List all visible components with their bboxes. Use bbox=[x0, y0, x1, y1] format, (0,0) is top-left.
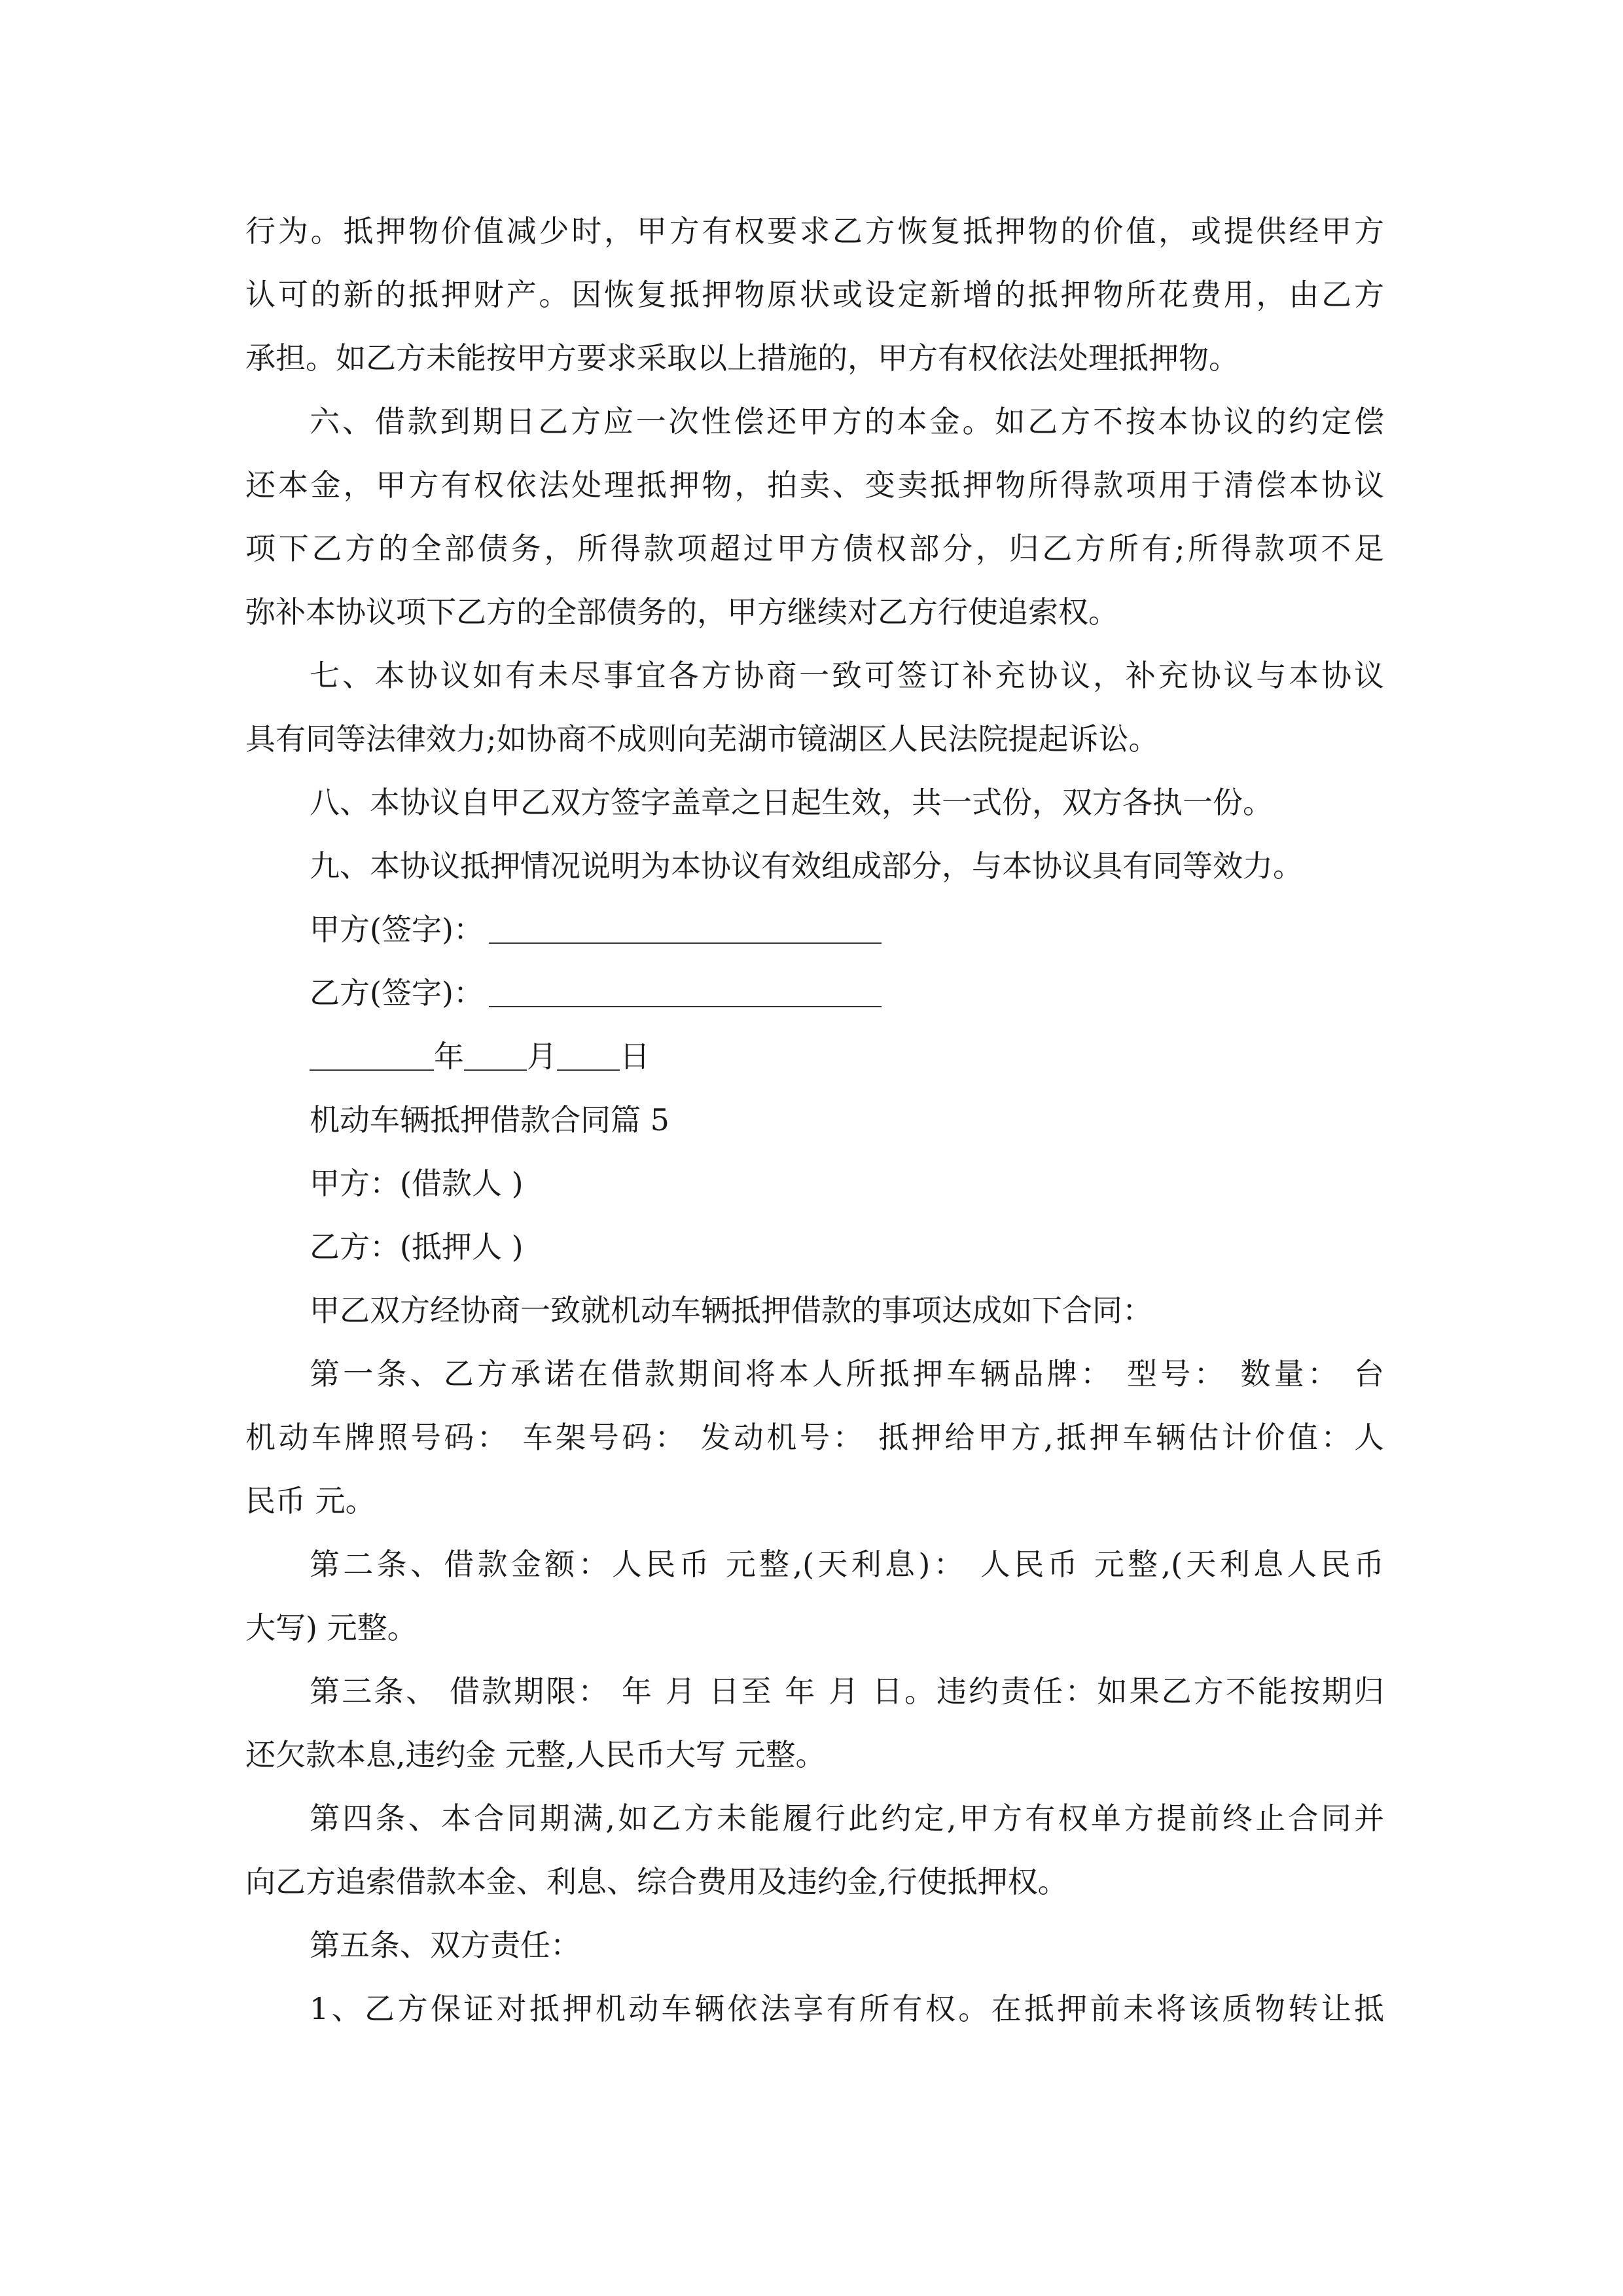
paragraph-line: 行为。抵押物价值减少时，甲方有权要求乙方恢复抵押物的价值，或提供经甲方 bbox=[245, 213, 1384, 249]
article-5-heading: 第五条、双方责任： bbox=[310, 1928, 580, 1963]
article-3-line: 第三条、 借款期限： 年 月 日至 年 月 日。违约责任：如果乙方不能按期归 bbox=[310, 1674, 1384, 1709]
clause-8-line: 八、本协议自甲乙双方签字盖章之日起生效，共一式份，双方各执一份。 bbox=[310, 785, 1273, 820]
paragraph-line: 认可的新的抵押财产。因恢复抵押物原状或设定新增的抵押物所花费用，由乙方 bbox=[245, 277, 1384, 312]
signature-date bbox=[310, 1038, 650, 1075]
date-day-blank[interactable] bbox=[557, 1043, 620, 1071]
clause-9-line: 九、本协议抵押情况说明为本协议有效组成部分，与本协议具有同等效力。 bbox=[310, 848, 1303, 884]
article-4-line: 向乙方追索借款本金、利息、综合费用及违约金,行使抵押权。 bbox=[245, 1864, 1068, 1899]
party-a-signature-line[interactable] bbox=[489, 916, 882, 944]
clause-7-line: 七、本协议如有未尽事宜各方协商一致可签订补充协议，补充协议与本协议 bbox=[310, 658, 1384, 693]
article-2-line: 第二条、借款金额：人民币 元整,(天利息)： 人民币 元整,(天利息人民币 bbox=[310, 1547, 1384, 1582]
article-2-line: 大写) 元整。 bbox=[245, 1610, 418, 1645]
section-party-b: 乙方：(抵押人 ) bbox=[310, 1229, 524, 1265]
party-a-signature-label: 甲方(签字)： bbox=[310, 912, 484, 947]
date-day-label: 日 bbox=[620, 1039, 650, 1074]
clause-6-line: 弥补本协议项下乙方的全部债务的，甲方继续对乙方行使追索权。 bbox=[245, 594, 1118, 630]
party-b-signature-line[interactable] bbox=[489, 980, 882, 1007]
article-3-line: 还欠款本息,违约金 元整,人民币大写 元整。 bbox=[245, 1737, 826, 1772]
section-intro: 甲乙双方经协商一致就机动车辆抵押借款的事项达成如下合同： bbox=[310, 1293, 1152, 1328]
article-1-line: 机动车牌照号码： 车架号码： 发动机号： 抵押给甲方,抵押车辆估计价值：人 bbox=[245, 1420, 1384, 1455]
party-b-signature bbox=[310, 975, 882, 1011]
section-title: 机动车辆抵押借款合同篇 5 bbox=[310, 1102, 669, 1138]
clause-6-line: 六、借款到期日乙方应一次性偿还甲方的本金。如乙方不按本协议的约定偿 bbox=[310, 404, 1384, 439]
section-party-a: 甲方：(借款人 ) bbox=[310, 1166, 524, 1201]
paragraph-line: 承担。如乙方未能按甲方要求采取以上措施的，甲方有权依法处理抵押物。 bbox=[245, 340, 1239, 376]
clause-6-line: 还本金，甲方有权依法处理抵押物，拍卖、变卖抵押物所得款项用于清偿本协议 bbox=[245, 467, 1384, 503]
article-1-line: 民币 元。 bbox=[245, 1483, 376, 1518]
clause-6-line: 项下乙方的全部债务，所得款项超过甲方债权部分，归乙方所有;所得款项不足 bbox=[245, 531, 1384, 566]
article-4-line: 第四条、本合同期满,如乙方未能履行此约定,甲方有权单方提前终止合同并 bbox=[310, 1801, 1384, 1836]
article-1-line: 第一条、乙方承诺在借款期间将本人所抵押车辆品牌： 型号： 数量： 台 bbox=[310, 1356, 1384, 1391]
party-b-signature-label: 乙方(签字)： bbox=[310, 975, 484, 1011]
date-year-blank[interactable] bbox=[310, 1043, 434, 1071]
article-5-item-1: 1、乙方保证对抵押机动车辆依法享有所有权。在抵押前未将该质物转让抵 bbox=[310, 1991, 1384, 2026]
date-year-label: 年 bbox=[434, 1039, 464, 1074]
clause-7-line: 具有同等法律效力;如协商不成则向芜湖市镜湖区人民法院提起诉讼。 bbox=[245, 721, 1159, 757]
date-month-label: 月 bbox=[527, 1039, 557, 1074]
date-month-blank[interactable] bbox=[464, 1043, 527, 1071]
party-a-signature bbox=[310, 911, 882, 948]
